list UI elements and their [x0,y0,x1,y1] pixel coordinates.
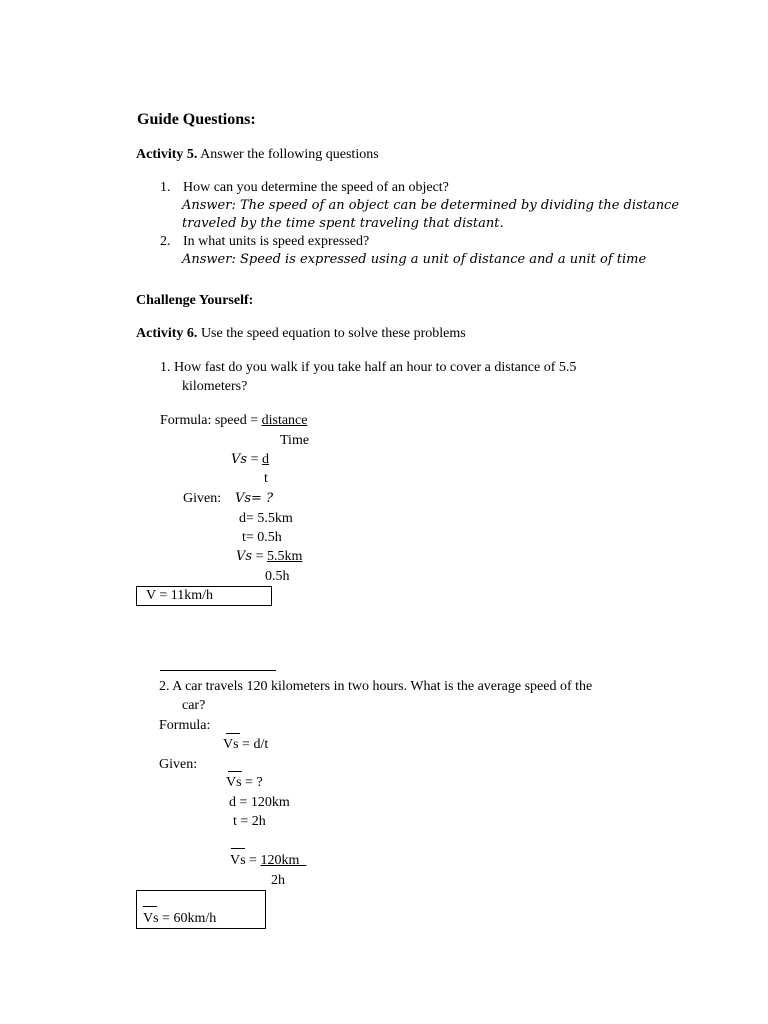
p2-question-line1: 2. A car travels 120 kilometers in two hours. What is the average speed of the [159,679,593,694]
activity6-instruction: Use the speed equation to solve these problems [200,326,466,341]
p1-d-numerator: d [261,452,269,467]
activity6-label: Activity 6. [136,326,198,341]
p2-formula: Vs = d/t [223,737,269,752]
activity6-heading [136,325,466,343]
p2-calc-bar [231,848,245,849]
p1-calc-denominator: 0.5h [265,569,290,584]
p2-given-vs-bar [228,771,242,772]
p2-calc-prefix: Vs = [230,853,261,868]
p2-question-line2: car? [182,698,206,713]
p1-answer: V = 11km/h [146,588,214,603]
p1-equals: = [247,452,262,467]
p1-given-label: Given: [183,491,222,506]
page-title: Guide Questions: [137,111,256,128]
q1-answer-line2: traveled by the time spent traveling that distant. [182,216,504,231]
p2-calc-denominator: 2h [271,873,285,888]
p1-question-line2: kilometers? [182,379,248,394]
q2-answer-line1: Answer: Speed is expressed using a unit of distance and a unit of time [182,252,647,267]
p1-t-denominator: t [264,471,268,486]
p1-calc-equals: = [252,549,267,564]
p2-formula-bar [226,733,240,734]
activity5-label: Activity 5. [136,147,198,162]
p1-formula [160,412,307,430]
p1-given-t: t= 0.5h [242,530,282,545]
p2-answer: Vs = 60km/h [143,911,217,926]
activity5-instruction: Answer the following questions [200,147,379,162]
challenge-heading: Challenge Yourself: [136,293,254,308]
p2-calc-numerator: 120km [260,853,307,868]
q1-answer-line1: Answer: The speed of an object can be determined by dividing the distance [182,198,680,213]
p2-given-t: t = 2h [233,814,266,829]
p2-given-label: Given: [159,757,198,772]
p1-formula-label: Formula: speed = [160,413,262,428]
p1-given-vs: Vs= ? [235,491,274,506]
q2-text: In what units is speed expressed? [183,234,370,249]
p1-question-line1: 1. How fast do you walk if you take half an hour to cover a distance of 5.5 [160,360,577,375]
p1-formula-denominator: Time [280,433,310,448]
separator-rule [160,670,276,671]
p2-formula-label: Formula: [159,718,211,733]
activity5-heading [136,146,379,164]
p2-answer-bar [143,906,157,907]
p1-given-d: d= 5.5km [239,511,293,526]
p2-given-d: d = 120km [229,795,290,810]
p1-vs-equation [231,451,269,469]
p1-calc-vs: Vs [236,549,253,564]
q1-text: How can you determine the speed of an object? [183,180,449,195]
p1-calculation [236,548,302,566]
p1-calc-numerator: 5.5km [266,549,303,564]
p1-formula-numerator: distance [261,413,308,428]
p1-vs-symbol: Vs [231,452,248,467]
q1-number: 1. [160,180,171,195]
p2-given-vs: Vs = ? [226,775,263,790]
p2-calculation [230,852,306,870]
q2-number: 2. [160,234,171,249]
